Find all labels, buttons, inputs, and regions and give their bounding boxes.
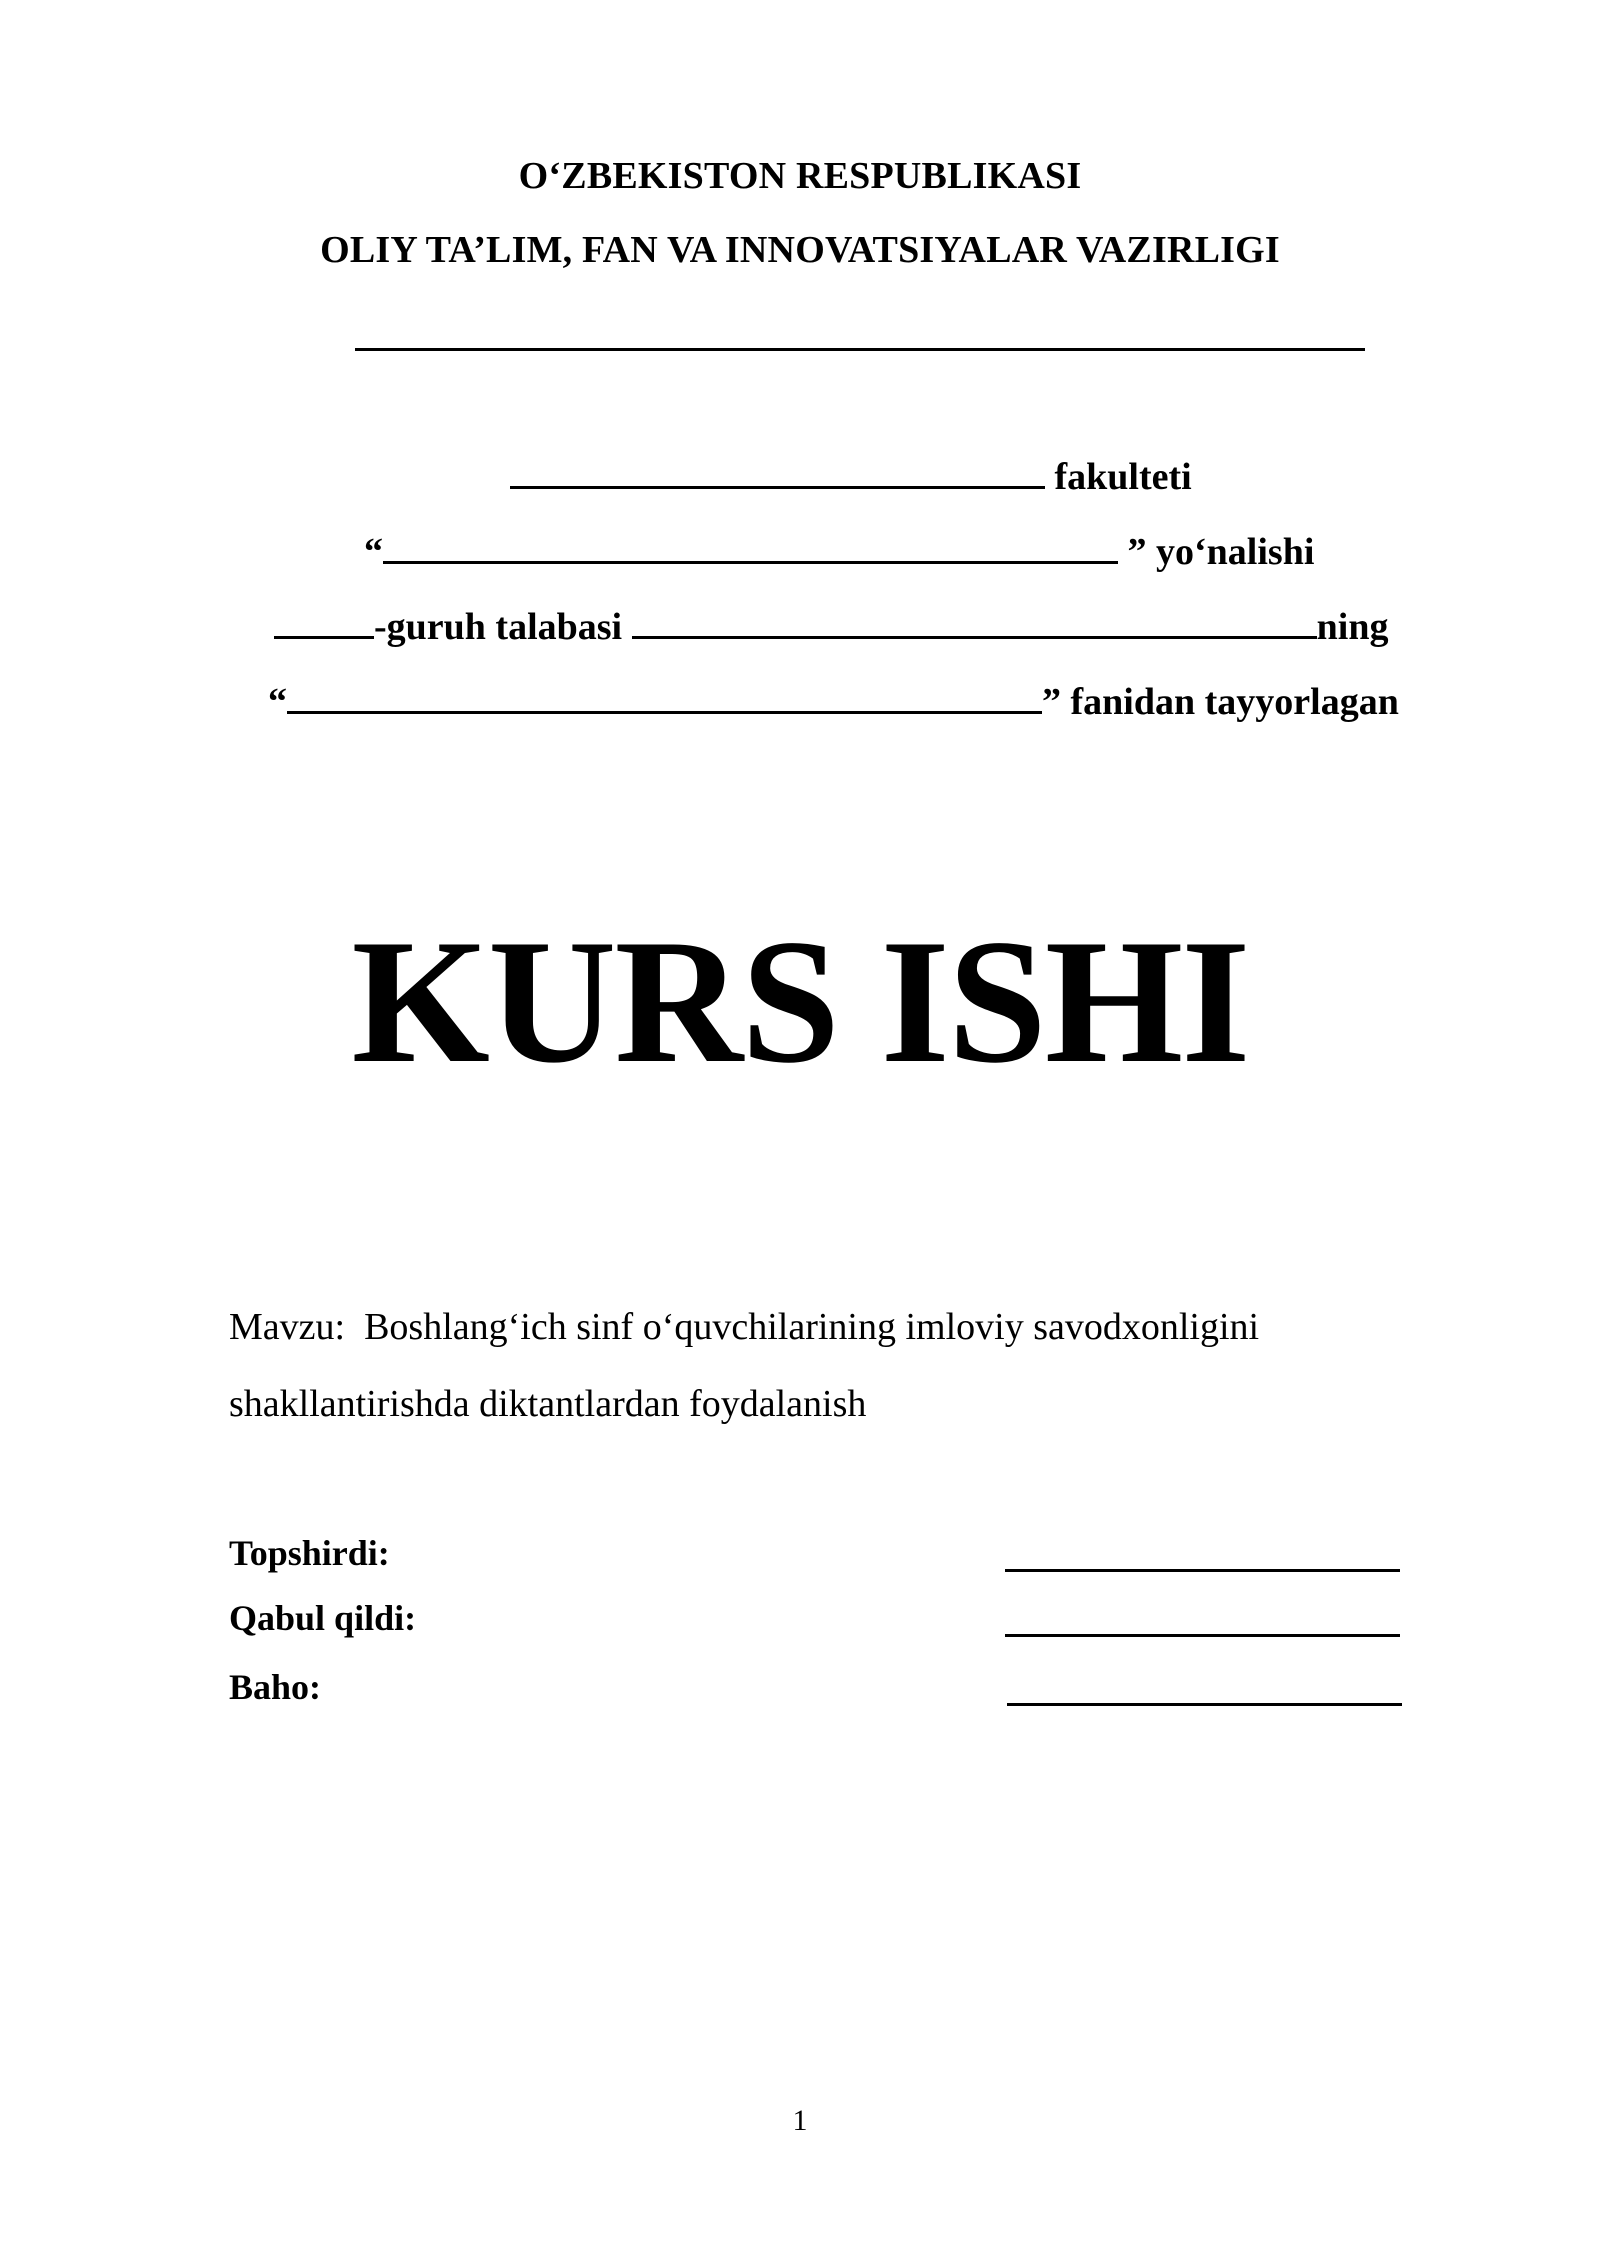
submitted-label: Topshirdi: xyxy=(229,1533,390,1573)
faculty-blank[interactable] xyxy=(510,452,1045,489)
document-title: KURS ISHI xyxy=(351,902,1249,1100)
group-blank[interactable] xyxy=(274,602,374,639)
direction-blank[interactable] xyxy=(383,527,1118,564)
faculty-line xyxy=(510,452,1192,499)
grade-label: Baho: xyxy=(229,1667,322,1707)
direction-line xyxy=(364,527,1314,574)
topic-line-1 xyxy=(229,1305,1259,1349)
page-number: 1 xyxy=(792,2104,808,2137)
grade-signature-line[interactable] xyxy=(1007,1703,1402,1706)
subject-blank[interactable] xyxy=(287,677,1042,714)
group-suffix: -guruh talabasi xyxy=(374,606,623,648)
direction-suffix: ” yo‘nalishi xyxy=(1127,531,1315,573)
student-name-blank[interactable] xyxy=(632,602,1317,639)
subject-line xyxy=(268,677,1399,724)
topic-label: Mavzu: xyxy=(229,1306,346,1348)
faculty-suffix: fakulteti xyxy=(1054,456,1192,498)
topic-text-2: shakllantirishda diktantlardan foydalanish xyxy=(229,1383,867,1425)
subject-suffix: ” fanidan tayyorlagan xyxy=(1042,681,1399,723)
student-line xyxy=(274,602,1388,649)
header-divider xyxy=(355,348,1365,351)
accepted-label: Qabul qildi: xyxy=(229,1598,417,1638)
subject-open-quote: “ xyxy=(268,681,287,723)
direction-open-quote: “ xyxy=(364,531,383,573)
header-ministry: OLIY TA’LIM, FAN VA INNOVATSIYALAR VAZIRLIGI xyxy=(320,229,1280,271)
submitted-signature-line[interactable] xyxy=(1005,1569,1400,1572)
student-suffix: ning xyxy=(1316,606,1389,648)
topic-text-1: Boshlang‘ich sinf o‘quvchilarining imloviy savodxonligini xyxy=(364,1306,1260,1348)
accepted-signature-line[interactable] xyxy=(1005,1634,1400,1637)
header-country: O‘ZBEKISTON RESPUBLIKASI xyxy=(518,155,1082,197)
